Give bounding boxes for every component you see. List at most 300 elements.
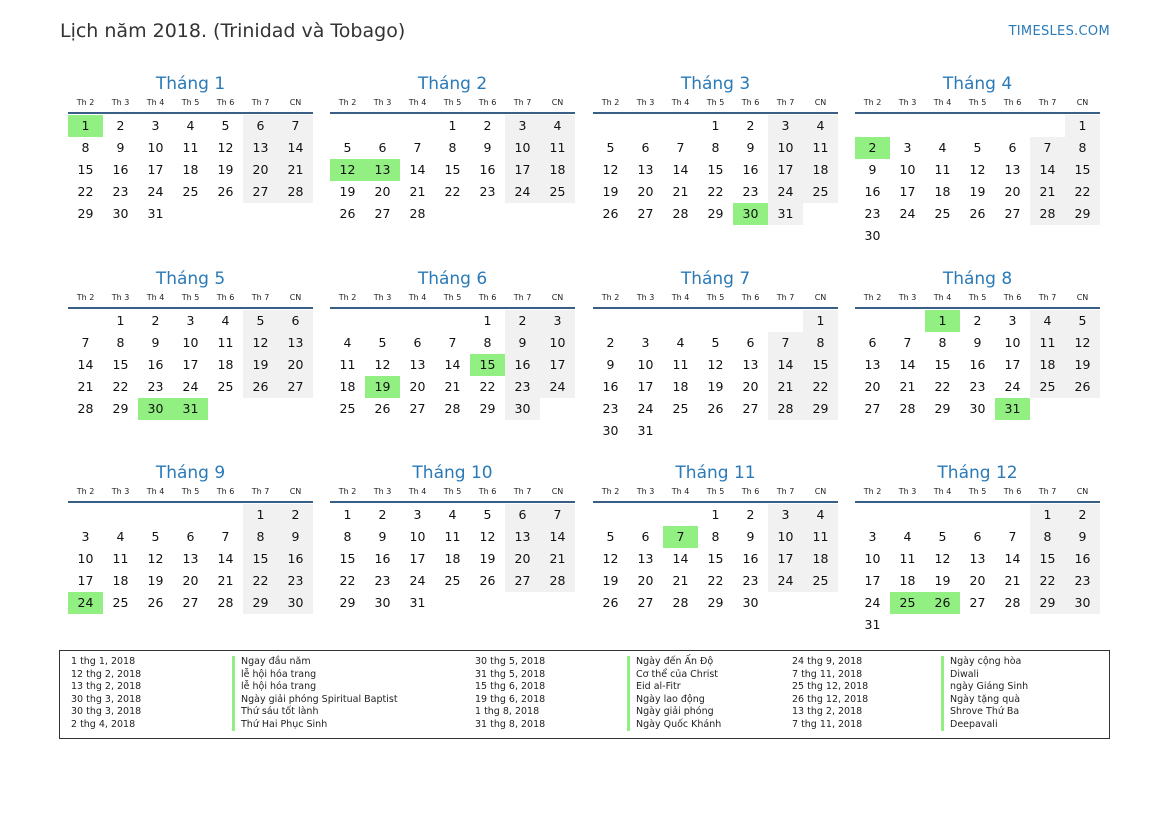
day-cell[interactable]: 16 [505, 354, 540, 376]
day-cell[interactable]: 30 [969, 401, 986, 416]
day-cell[interactable]: 28 [768, 398, 803, 420]
holiday-day-cell[interactable]: 26 [925, 592, 960, 614]
day-cell[interactable]: 15 [1065, 159, 1100, 181]
day-cell[interactable]: 3 [413, 507, 422, 522]
day-cell[interactable]: 27 [864, 401, 881, 416]
day-cell[interactable]: 26 [1065, 376, 1100, 398]
day-cell[interactable]: 1 [483, 313, 492, 328]
day-cell[interactable]: 24 [505, 181, 540, 203]
day-cell[interactable]: 22 [934, 379, 951, 394]
day-cell[interactable]: 22 [707, 184, 724, 199]
day-cell[interactable]: 16 [112, 162, 129, 177]
day-cell[interactable]: 3 [768, 504, 803, 526]
day-cell[interactable]: 15 [444, 162, 461, 177]
day-cell[interactable]: 15 [1030, 548, 1065, 570]
day-cell[interactable]: 3 [81, 529, 90, 544]
day-cell[interactable]: 30 [742, 595, 759, 610]
day-cell[interactable]: 2 [278, 504, 313, 526]
day-cell[interactable]: 10 [864, 551, 881, 566]
day-cell[interactable]: 12 [1065, 332, 1100, 354]
day-cell[interactable]: 7 [768, 332, 803, 354]
day-cell[interactable]: 6 [641, 140, 650, 155]
day-cell[interactable]: 29 [339, 595, 356, 610]
day-cell[interactable]: 23 [112, 184, 129, 199]
day-cell[interactable]: 23 [147, 379, 164, 394]
day-cell[interactable]: 25 [444, 573, 461, 588]
day-cell[interactable]: 17 [768, 548, 803, 570]
day-cell[interactable]: 11 [899, 551, 916, 566]
day-cell[interactable]: 10 [768, 526, 803, 548]
day-cell[interactable]: 27 [505, 570, 540, 592]
day-cell[interactable]: 27 [637, 206, 654, 221]
day-cell[interactable]: 19 [602, 573, 619, 588]
day-cell[interactable]: 10 [505, 137, 540, 159]
day-cell[interactable]: 22 [707, 573, 724, 588]
day-cell[interactable]: 27 [637, 595, 654, 610]
day-cell[interactable]: 6 [1008, 140, 1017, 155]
day-cell[interactable]: 7 [278, 115, 313, 137]
day-cell[interactable]: 4 [938, 140, 947, 155]
day-cell[interactable]: 6 [186, 529, 195, 544]
day-cell[interactable]: 10 [77, 551, 94, 566]
day-cell[interactable]: 4 [1030, 310, 1065, 332]
day-cell[interactable]: 8 [1030, 526, 1065, 548]
day-cell[interactable]: 6 [413, 335, 422, 350]
day-cell[interactable]: 5 [973, 140, 982, 155]
day-cell[interactable]: 6 [973, 529, 982, 544]
day-cell[interactable]: 17 [899, 184, 916, 199]
day-cell[interactable]: 6 [378, 140, 387, 155]
day-cell[interactable]: 5 [711, 335, 720, 350]
day-cell[interactable]: 14 [217, 551, 234, 566]
day-cell[interactable]: 28 [899, 401, 916, 416]
day-cell[interactable]: 13 [742, 357, 759, 372]
day-cell[interactable]: 20 [409, 379, 426, 394]
day-cell[interactable]: 4 [343, 335, 352, 350]
holiday-day-cell[interactable]: 30 [733, 203, 768, 225]
day-cell[interactable]: 13 [278, 332, 313, 354]
day-cell[interactable]: 17 [505, 159, 540, 181]
day-cell[interactable]: 14 [278, 137, 313, 159]
day-cell[interactable]: 15 [707, 162, 724, 177]
day-cell[interactable]: 7 [903, 335, 912, 350]
day-cell[interactable]: 4 [803, 504, 838, 526]
day-cell[interactable]: 12 [969, 162, 986, 177]
day-cell[interactable]: 27 [742, 401, 759, 416]
day-cell[interactable]: 5 [343, 140, 352, 155]
day-cell[interactable]: 13 [409, 357, 426, 372]
holiday-day-cell[interactable]: 1 [68, 115, 103, 137]
day-cell[interactable]: 3 [540, 310, 575, 332]
day-cell[interactable]: 12 [374, 357, 391, 372]
day-cell[interactable]: 20 [742, 379, 759, 394]
day-cell[interactable]: 25 [112, 595, 129, 610]
day-cell[interactable]: 29 [934, 401, 951, 416]
day-cell[interactable]: 19 [934, 573, 951, 588]
day-cell[interactable]: 31 [864, 617, 881, 632]
day-cell[interactable]: 5 [1065, 310, 1100, 332]
day-cell[interactable]: 2 [606, 335, 615, 350]
day-cell[interactable]: 17 [637, 379, 654, 394]
day-cell[interactable]: 14 [1030, 159, 1065, 181]
day-cell[interactable]: 5 [606, 529, 615, 544]
day-cell[interactable]: 10 [147, 140, 164, 155]
day-cell[interactable]: 19 [339, 184, 356, 199]
holiday-day-cell[interactable]: 31 [995, 398, 1030, 420]
day-cell[interactable]: 4 [540, 115, 575, 137]
day-cell[interactable]: 9 [1065, 526, 1100, 548]
holiday-day-cell[interactable]: 7 [663, 526, 698, 548]
day-cell[interactable]: 15 [112, 357, 129, 372]
day-cell[interactable]: 23 [969, 379, 986, 394]
day-cell[interactable]: 27 [182, 595, 199, 610]
day-cell[interactable]: 31 [147, 206, 164, 221]
day-cell[interactable]: 18 [899, 573, 916, 588]
day-cell[interactable]: 8 [483, 335, 492, 350]
day-cell[interactable]: 14 [444, 357, 461, 372]
day-cell[interactable]: 20 [1004, 184, 1021, 199]
day-cell[interactable]: 19 [602, 184, 619, 199]
day-cell[interactable]: 23 [742, 573, 759, 588]
day-cell[interactable]: 22 [243, 570, 278, 592]
day-cell[interactable]: 29 [707, 206, 724, 221]
day-cell[interactable]: 23 [742, 184, 759, 199]
day-cell[interactable]: 25 [803, 570, 838, 592]
day-cell[interactable]: 27 [278, 376, 313, 398]
day-cell[interactable]: 11 [112, 551, 129, 566]
day-cell[interactable]: 12 [243, 332, 278, 354]
day-cell[interactable]: 14 [1004, 551, 1021, 566]
day-cell[interactable]: 23 [374, 573, 391, 588]
day-cell[interactable]: 14 [77, 357, 94, 372]
day-cell[interactable]: 5 [606, 140, 615, 155]
day-cell[interactable]: 20 [969, 573, 986, 588]
day-cell[interactable]: 13 [243, 137, 278, 159]
day-cell[interactable]: 21 [217, 573, 234, 588]
day-cell[interactable]: 1 [1030, 504, 1065, 526]
day-cell[interactable]: 11 [803, 526, 838, 548]
holiday-day-cell[interactable]: 24 [68, 592, 103, 614]
day-cell[interactable]: 25 [1030, 376, 1065, 398]
day-cell[interactable]: 11 [934, 162, 951, 177]
day-cell[interactable]: 28 [278, 181, 313, 203]
day-cell[interactable]: 30 [112, 206, 129, 221]
day-cell[interactable]: 9 [505, 332, 540, 354]
day-cell[interactable]: 19 [217, 162, 234, 177]
day-cell[interactable]: 24 [409, 573, 426, 588]
day-cell[interactable]: 1 [343, 507, 352, 522]
day-cell[interactable]: 6 [243, 115, 278, 137]
day-cell[interactable]: 28 [540, 570, 575, 592]
day-cell[interactable]: 11 [803, 137, 838, 159]
day-cell[interactable]: 27 [409, 401, 426, 416]
day-cell[interactable]: 11 [339, 357, 356, 372]
day-cell[interactable]: 30 [505, 398, 540, 420]
day-cell[interactable]: 18 [803, 548, 838, 570]
day-cell[interactable]: 30 [602, 423, 619, 438]
day-cell[interactable]: 16 [278, 548, 313, 570]
day-cell[interactable]: 18 [934, 184, 951, 199]
day-cell[interactable]: 11 [217, 335, 234, 350]
day-cell[interactable]: 7 [413, 140, 422, 155]
day-cell[interactable]: 9 [116, 140, 125, 155]
day-cell[interactable]: 4 [803, 115, 838, 137]
day-cell[interactable]: 10 [1004, 335, 1021, 350]
day-cell[interactable]: 19 [969, 184, 986, 199]
day-cell[interactable]: 11 [1030, 332, 1065, 354]
day-cell[interactable]: 2 [505, 310, 540, 332]
day-cell[interactable]: 18 [182, 162, 199, 177]
day-cell[interactable]: 9 [746, 529, 755, 544]
day-cell[interactable]: 30 [864, 228, 881, 243]
day-cell[interactable]: 27 [1004, 206, 1021, 221]
holiday-day-cell[interactable]: 13 [365, 159, 400, 181]
holiday-day-cell[interactable]: 1 [925, 310, 960, 332]
day-cell[interactable]: 5 [243, 310, 278, 332]
day-cell[interactable]: 20 [278, 354, 313, 376]
day-cell[interactable]: 17 [1004, 357, 1021, 372]
day-cell[interactable]: 25 [934, 206, 951, 221]
day-cell[interactable]: 15 [803, 354, 838, 376]
day-cell[interactable]: 3 [151, 118, 160, 133]
day-cell[interactable]: 9 [378, 529, 387, 544]
day-cell[interactable]: 7 [540, 504, 575, 526]
day-cell[interactable]: 18 [540, 159, 575, 181]
day-cell[interactable]: 8 [81, 140, 90, 155]
day-cell[interactable]: 15 [243, 548, 278, 570]
day-cell[interactable]: 2 [116, 118, 125, 133]
day-cell[interactable]: 20 [505, 548, 540, 570]
day-cell[interactable]: 29 [479, 401, 496, 416]
day-cell[interactable]: 29 [1030, 592, 1065, 614]
day-cell[interactable]: 23 [479, 184, 496, 199]
day-cell[interactable]: 24 [899, 206, 916, 221]
day-cell[interactable]: 20 [864, 379, 881, 394]
day-cell[interactable]: 12 [602, 551, 619, 566]
day-cell[interactable]: 28 [672, 206, 689, 221]
day-cell[interactable]: 14 [409, 162, 426, 177]
day-cell[interactable]: 14 [540, 526, 575, 548]
day-cell[interactable]: 17 [147, 162, 164, 177]
day-cell[interactable]: 14 [899, 357, 916, 372]
day-cell[interactable]: 22 [1065, 181, 1100, 203]
day-cell[interactable]: 24 [147, 184, 164, 199]
day-cell[interactable]: 14 [768, 354, 803, 376]
day-cell[interactable]: 16 [742, 551, 759, 566]
day-cell[interactable]: 5 [938, 529, 947, 544]
day-cell[interactable]: 26 [602, 206, 619, 221]
day-cell[interactable]: 6 [278, 310, 313, 332]
day-cell[interactable]: 13 [505, 526, 540, 548]
day-cell[interactable]: 13 [637, 162, 654, 177]
day-cell[interactable]: 12 [934, 551, 951, 566]
day-cell[interactable]: 8 [711, 529, 720, 544]
day-cell[interactable]: 10 [182, 335, 199, 350]
day-cell[interactable]: 6 [868, 335, 877, 350]
day-cell[interactable]: 21 [1030, 181, 1065, 203]
day-cell[interactable]: 1 [711, 118, 720, 133]
day-cell[interactable]: 16 [1065, 548, 1100, 570]
day-cell[interactable]: 3 [641, 335, 650, 350]
day-cell[interactable]: 22 [77, 184, 94, 199]
day-cell[interactable]: 19 [1065, 354, 1100, 376]
day-cell[interactable]: 16 [374, 551, 391, 566]
day-cell[interactable]: 30 [278, 592, 313, 614]
day-cell[interactable]: 2 [973, 313, 982, 328]
day-cell[interactable]: 23 [864, 206, 881, 221]
holiday-day-cell[interactable]: 15 [470, 354, 505, 376]
day-cell[interactable]: 3 [1008, 313, 1017, 328]
day-cell[interactable]: 11 [672, 357, 689, 372]
day-cell[interactable]: 19 [243, 354, 278, 376]
day-cell[interactable]: 15 [707, 551, 724, 566]
day-cell[interactable]: 7 [1008, 529, 1017, 544]
day-cell[interactable]: 15 [77, 162, 94, 177]
day-cell[interactable]: 16 [147, 357, 164, 372]
day-cell[interactable]: 21 [768, 376, 803, 398]
day-cell[interactable]: 17 [77, 573, 94, 588]
day-cell[interactable]: 3 [186, 313, 195, 328]
day-cell[interactable]: 31 [768, 203, 803, 225]
day-cell[interactable]: 21 [278, 159, 313, 181]
day-cell[interactable]: 24 [1004, 379, 1021, 394]
day-cell[interactable]: 24 [768, 181, 803, 203]
day-cell[interactable]: 8 [938, 335, 947, 350]
day-cell[interactable]: 2 [746, 118, 755, 133]
day-cell[interactable]: 8 [243, 526, 278, 548]
day-cell[interactable]: 8 [343, 529, 352, 544]
day-cell[interactable]: 20 [374, 184, 391, 199]
day-cell[interactable]: 21 [540, 548, 575, 570]
day-cell[interactable]: 22 [479, 379, 496, 394]
day-cell[interactable]: 12 [707, 357, 724, 372]
day-cell[interactable]: 24 [864, 595, 881, 610]
day-cell[interactable]: 18 [1030, 354, 1065, 376]
day-cell[interactable]: 4 [186, 118, 195, 133]
day-cell[interactable]: 29 [803, 398, 838, 420]
day-cell[interactable]: 5 [151, 529, 160, 544]
day-cell[interactable]: 2 [151, 313, 160, 328]
day-cell[interactable]: 19 [479, 551, 496, 566]
day-cell[interactable]: 28 [77, 401, 94, 416]
day-cell[interactable]: 20 [637, 573, 654, 588]
day-cell[interactable]: 21 [77, 379, 94, 394]
day-cell[interactable]: 24 [540, 376, 575, 398]
day-cell[interactable]: 2 [378, 507, 387, 522]
day-cell[interactable]: 4 [448, 507, 457, 522]
day-cell[interactable]: 22 [339, 573, 356, 588]
day-cell[interactable]: 26 [969, 206, 986, 221]
day-cell[interactable]: 9 [868, 162, 877, 177]
day-cell[interactable]: 17 [409, 551, 426, 566]
day-cell[interactable]: 19 [147, 573, 164, 588]
day-cell[interactable]: 12 [479, 529, 496, 544]
day-cell[interactable]: 14 [672, 551, 689, 566]
day-cell[interactable]: 7 [1030, 137, 1065, 159]
day-cell[interactable]: 24 [768, 570, 803, 592]
holiday-day-cell[interactable]: 31 [173, 398, 208, 420]
day-cell[interactable]: 30 [1065, 592, 1100, 614]
day-cell[interactable]: 27 [374, 206, 391, 221]
day-cell[interactable]: 22 [803, 376, 838, 398]
site-link[interactable]: TIMESLES.COM [1008, 24, 1110, 39]
day-cell[interactable]: 9 [973, 335, 982, 350]
day-cell[interactable]: 6 [641, 529, 650, 544]
day-cell[interactable]: 18 [803, 159, 838, 181]
day-cell[interactable]: 3 [903, 140, 912, 155]
day-cell[interactable]: 4 [676, 335, 685, 350]
day-cell[interactable]: 5 [378, 335, 387, 350]
day-cell[interactable]: 9 [606, 357, 615, 372]
day-cell[interactable]: 18 [112, 573, 129, 588]
day-cell[interactable]: 3 [868, 529, 877, 544]
day-cell[interactable]: 14 [672, 162, 689, 177]
day-cell[interactable]: 15 [339, 551, 356, 566]
day-cell[interactable]: 7 [448, 335, 457, 350]
day-cell[interactable]: 26 [217, 184, 234, 199]
day-cell[interactable]: 10 [768, 137, 803, 159]
day-cell[interactable]: 1 [711, 507, 720, 522]
day-cell[interactable]: 28 [444, 401, 461, 416]
day-cell[interactable]: 31 [637, 423, 654, 438]
day-cell[interactable]: 7 [221, 529, 230, 544]
day-cell[interactable]: 19 [707, 379, 724, 394]
day-cell[interactable]: 10 [637, 357, 654, 372]
day-cell[interactable]: 29 [707, 595, 724, 610]
day-cell[interactable]: 22 [444, 184, 461, 199]
day-cell[interactable]: 26 [147, 595, 164, 610]
day-cell[interactable]: 12 [147, 551, 164, 566]
day-cell[interactable]: 21 [672, 184, 689, 199]
day-cell[interactable]: 22 [112, 379, 129, 394]
day-cell[interactable]: 13 [1004, 162, 1021, 177]
holiday-day-cell[interactable]: 12 [330, 159, 365, 181]
day-cell[interactable]: 16 [602, 379, 619, 394]
day-cell[interactable]: 24 [182, 379, 199, 394]
day-cell[interactable]: 9 [483, 140, 492, 155]
holiday-day-cell[interactable]: 2 [855, 137, 890, 159]
day-cell[interactable]: 21 [409, 184, 426, 199]
day-cell[interactable]: 25 [217, 379, 234, 394]
day-cell[interactable]: 1 [448, 118, 457, 133]
day-cell[interactable]: 8 [448, 140, 457, 155]
day-cell[interactable]: 2 [483, 118, 492, 133]
day-cell[interactable]: 17 [540, 354, 575, 376]
day-cell[interactable]: 18 [444, 551, 461, 566]
day-cell[interactable]: 27 [243, 181, 278, 203]
day-cell[interactable]: 26 [602, 595, 619, 610]
day-cell[interactable]: 17 [768, 159, 803, 181]
day-cell[interactable]: 1 [243, 504, 278, 526]
day-cell[interactable]: 9 [746, 140, 755, 155]
day-cell[interactable]: 4 [221, 313, 230, 328]
day-cell[interactable]: 29 [243, 592, 278, 614]
day-cell[interactable]: 24 [637, 401, 654, 416]
day-cell[interactable]: 3 [768, 115, 803, 137]
day-cell[interactable]: 23 [1065, 570, 1100, 592]
holiday-day-cell[interactable]: 25 [890, 592, 925, 614]
day-cell[interactable]: 16 [969, 357, 986, 372]
day-cell[interactable]: 21 [444, 379, 461, 394]
day-cell[interactable]: 21 [672, 573, 689, 588]
day-cell[interactable]: 7 [81, 335, 90, 350]
day-cell[interactable]: 26 [339, 206, 356, 221]
day-cell[interactable]: 30 [374, 595, 391, 610]
day-cell[interactable]: 29 [1065, 203, 1100, 225]
day-cell[interactable]: 18 [217, 357, 234, 372]
day-cell[interactable]: 25 [540, 181, 575, 203]
day-cell[interactable]: 26 [374, 401, 391, 416]
